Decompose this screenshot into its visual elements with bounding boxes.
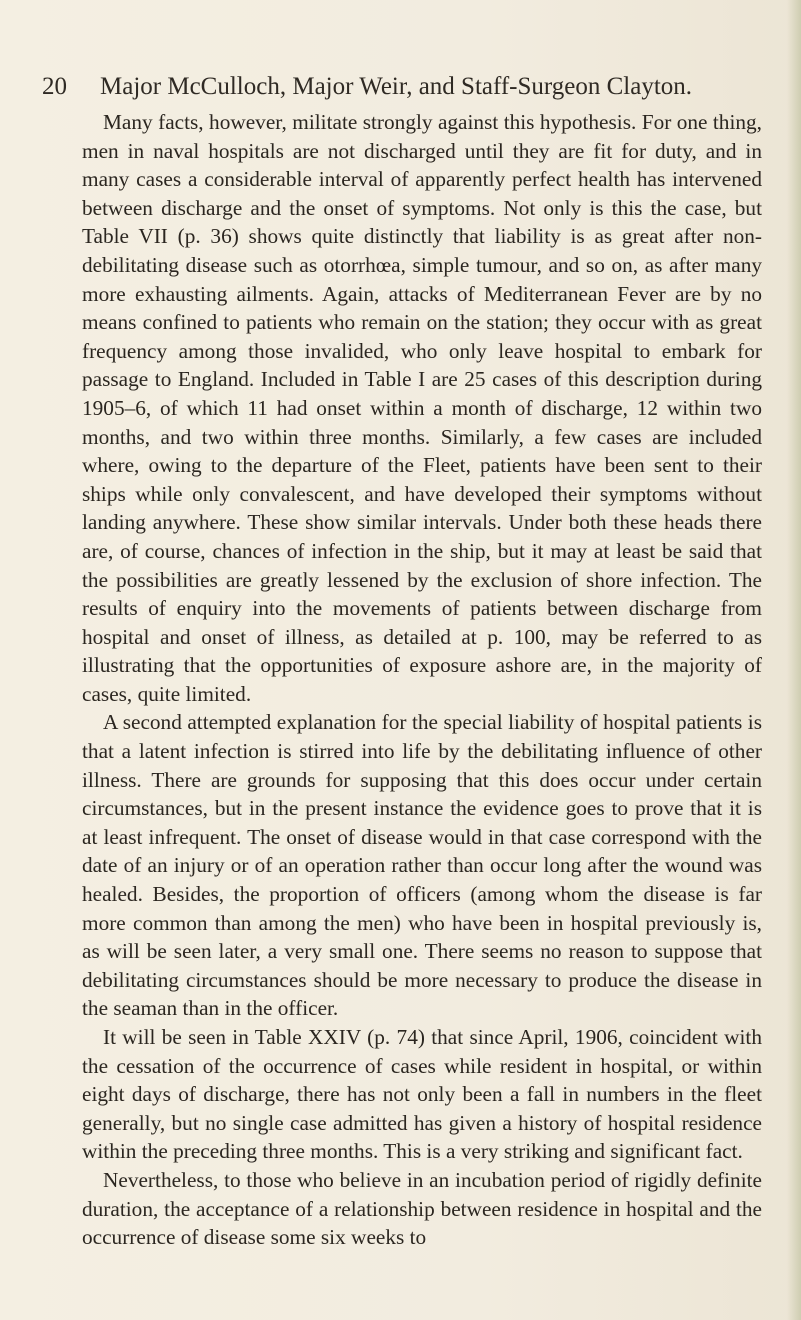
page-edge xyxy=(787,0,801,1320)
paragraph: A second attempted explanation for the special liability of hospital patients is that a latent infection is stirred into life by the debilitating influence of other illness. There are grounds for supposing that this does occur under certain circumstances, but in the present instance the evidence goes to prove that it is at least infrequent. The onset of disease would in that case correspond with the date of an injury or of an operation rather than occur long after the wound was healed. Besides, the proportion of officers (among whom the disease is far more common than among the men) who have been in hospital previously is, as will be seen later, a very small one. There seems no reason to suppose that debilitating circumstances should be more necessary to produce the disease in the seaman than in the officer. xyxy=(82,710,762,1021)
running-title: Major McCulloch, Major Weir, and Staff-Surgeon Clayton. xyxy=(100,73,693,100)
paragraph: Nevertheless, to those who believe in an incubation period of rigidly definite duration, the acceptance of a relationship between residence in hospital and the occurrence of disease some six weeks to xyxy=(82,1167,762,1250)
paragraph: Many facts, however, militate strongly against this hypothesis. For one thing, men in naval hospitals are not discharged until they are fit for duty, and in many cases a considerable interval of apparently perfect health has intervened between discharge and the onset of symptoms. Not only is this the case, but Table VII (p. 36) shows quite distinctly that liability is as great after non-debilitating disease such as otorrhœa, simple tumour, and so on, as after many more exhausting ailments. Again, attacks of Mediterranean Fever are by no means confined to patients who remain on the station; they occur with as great frequency among those invalided, who only leave hospital to embark for passage to England. Included in Table I are 25 cases of this description during 1905–6, of which 11 had onset within a month of discharge, 12 within two months, and two within three months. Similarly, a few cases are included where, owing to the departure of the Fleet, patients have been sent to their ships while only convalescent, and have developed their symptoms without landing anywhere. These show similar intervals. Under both these heads there are, of course, chances of infection in the ship, but it may at least be said that the possibilities are greatly lessened by the exclusion of shore infection. The results of enquiry into the movements of patients between discharge from hospital and onset of illness, as detailed at p. 100, may be referred to as illustrating that the opportunities of exposure ashore are, in the majority of cases, quite limited. xyxy=(82,110,762,706)
running-head xyxy=(42,72,762,102)
page-number: 20 xyxy=(42,73,67,100)
paragraph: It will be seen in Table XXIV (p. 74) that since April, 1906, coincident with the cessation of the occurrence of cases while resident in hospital, or within eight days of discharge, there has not only been a fall in numbers in the fleet generally, but no single case admitted has given a history of hospital residence within the preceding three months. This is a very striking and significant fact. xyxy=(82,1025,762,1164)
body-text xyxy=(82,108,762,1252)
